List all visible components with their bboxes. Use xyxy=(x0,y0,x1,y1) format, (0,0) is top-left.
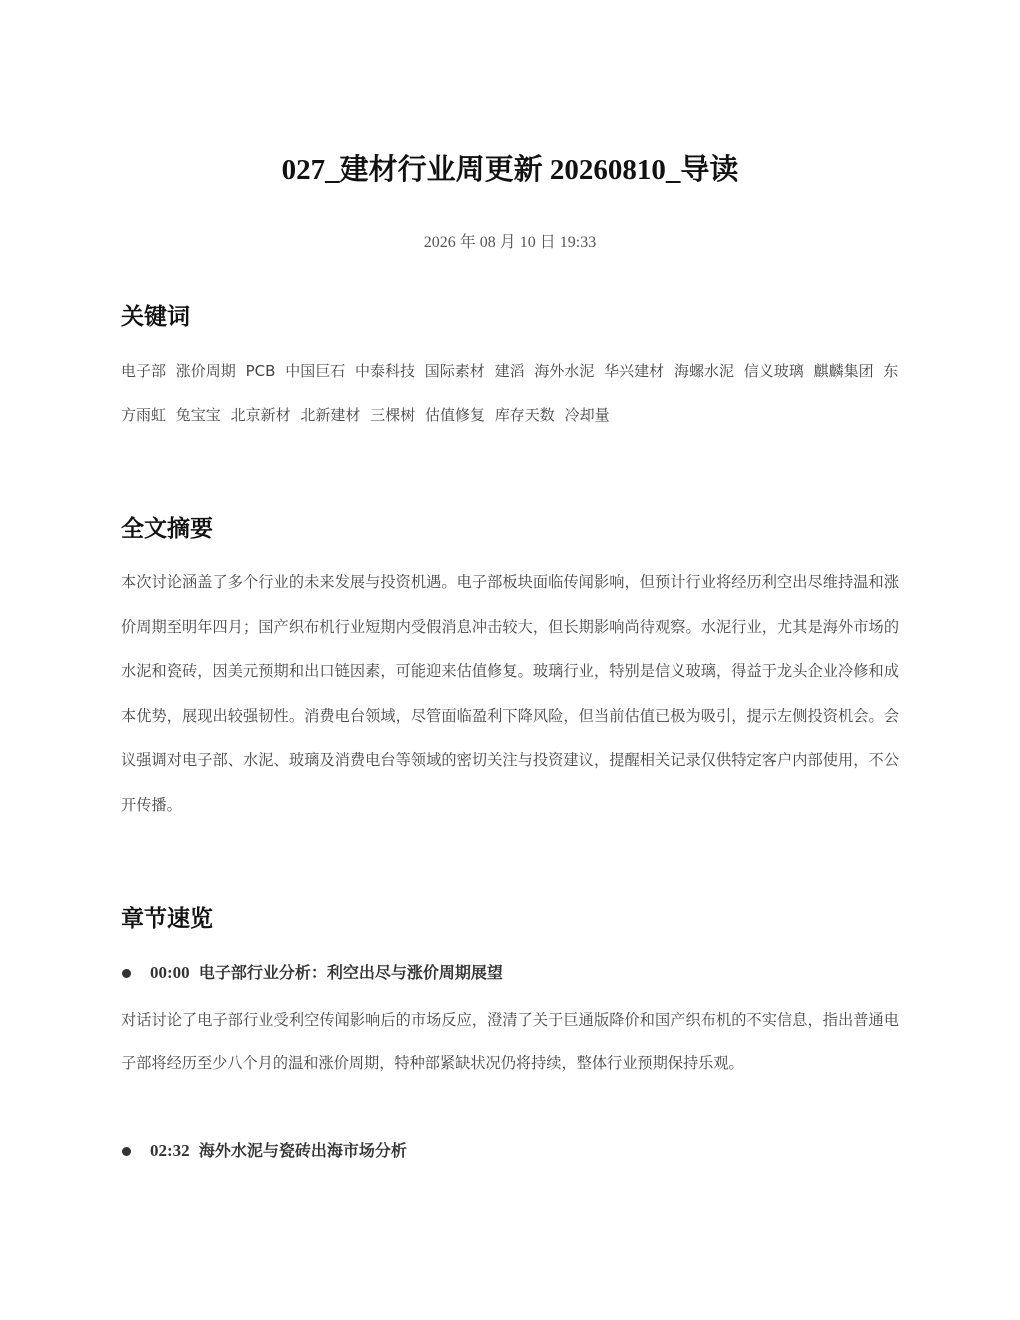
summary-heading: 全文摘要 xyxy=(121,516,213,542)
document-date: 2026 年 08 月 10 日 19:33 xyxy=(423,234,597,251)
keyword-tag: 三棵树 xyxy=(370,406,416,424)
keyword-tag: 冷却量 xyxy=(564,406,610,424)
chapter-summary: 对话讨论了电子部行业受利空传闻影响后的市场反应，澄清了关于巨通版降价和国产织布机的不实信息，指出普通电子部将经历至少八个月的温和涨价周期，特种部紧缺状况仍将持续，整体行业预期保持乐观。 xyxy=(121,1011,899,1072)
keyword-tag: 建滔 xyxy=(494,362,525,380)
keyword-tag: 北京新材 xyxy=(230,406,291,424)
chapter-heading xyxy=(121,961,899,985)
keyword-tag: 估值修复 xyxy=(424,406,485,424)
chapter-time: 00:00 xyxy=(150,963,190,982)
keyword-tag: 麒麟集团 xyxy=(813,362,874,380)
chapter-item xyxy=(121,1139,899,1163)
keyword-tag: 中泰科技 xyxy=(354,362,415,380)
keyword-tag: 涨价周期 xyxy=(175,362,236,380)
bullet-icon xyxy=(122,969,131,978)
keyword-tag: 库存天数 xyxy=(494,406,555,424)
keyword-tag: 中国巨石 xyxy=(285,362,346,380)
keywords-list xyxy=(121,349,899,437)
keyword-tag: 华兴建材 xyxy=(604,362,665,380)
chapter-heading xyxy=(121,1139,899,1163)
keyword-tag: 电子部 xyxy=(121,362,167,380)
bullet-icon xyxy=(122,1147,131,1156)
keyword-tag: 海螺水泥 xyxy=(673,362,734,380)
keyword-tag: PCB xyxy=(245,362,276,380)
keywords-heading: 关键词 xyxy=(121,304,190,330)
chapter-time: 02:32 xyxy=(150,1141,190,1160)
keyword-tag: 海外水泥 xyxy=(534,362,595,380)
chapter-title: 电子部行业分析：利空出尽与涨价周期展望 xyxy=(198,963,503,982)
chapter-title: 海外水泥与瓷砖出海市场分析 xyxy=(198,1141,407,1160)
chapters-heading: 章节速览 xyxy=(121,906,213,932)
summary-text: 本次讨论涵盖了多个行业的未来发展与投资机遇。电子部板块面临传闻影响，但预计行业将经历利空出尽维持温和涨价周期至明年四月；国产织布机行业短期内受假消息冲击较大，但长期影响尚待观察。水泥行业，尤其是海外市场的水泥和瓷砖，因美元预期和出口链因素，可能迎来估值修复。玻璃行业，特别是信义玻璃，得益于龙头企业冷修和成本优势，展现出较强韧性。消费电台领域，尽管面临盈利下降风险，但当前估值已极为吸引，提示左侧投资机会。会议强调对电子部、水泥、玻璃及消费电台等领域的密切关注与投资建议，提醒相关记录仅供特定客户内部使用，不公开传播。 xyxy=(121,573,899,814)
chapter-item xyxy=(121,961,899,1085)
keyword-tag: 国际素材 xyxy=(424,362,485,380)
keyword-tag: 北新建材 xyxy=(300,406,361,424)
keyword-tag: 东方雨虹 xyxy=(121,362,899,424)
document-title: 027_建材行业周更新 20260810_导读 xyxy=(281,154,739,186)
keyword-tag: 信义玻璃 xyxy=(743,362,804,380)
keyword-tag: 兔宝宝 xyxy=(175,406,221,424)
